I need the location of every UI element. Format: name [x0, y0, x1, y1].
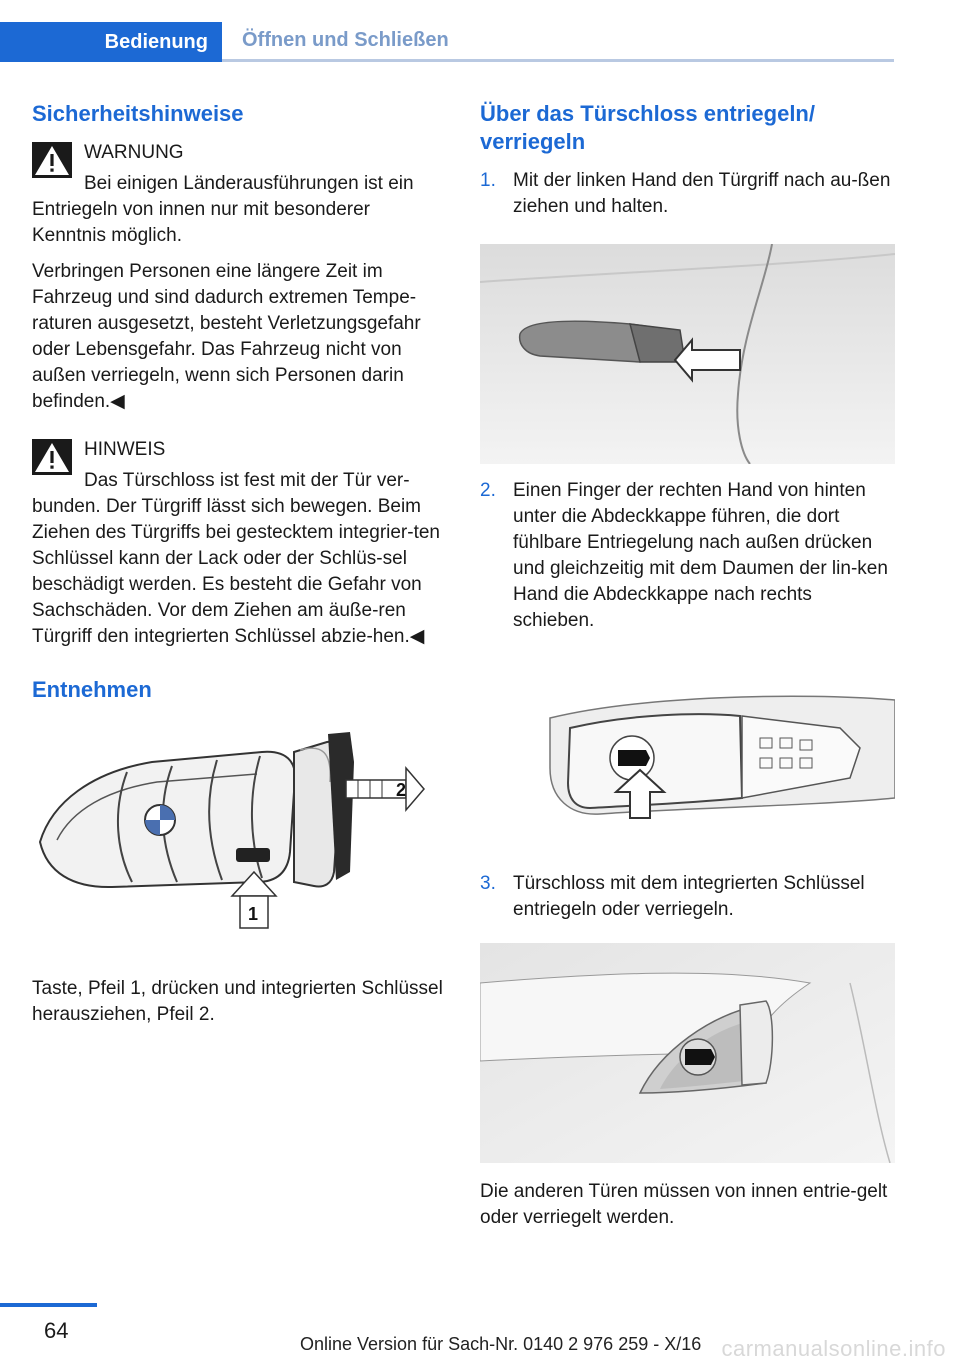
cover-cap-figure [480, 688, 895, 833]
heading-entnehmen: Entnehmen [32, 677, 152, 702]
key-caption: Taste, Pfeil 1, drücken und integrierten Schlüssel herausziehen, Pfeil 2. [32, 978, 443, 1025]
warning-text-rest: Entriegeln von innen nur mit besonderer Kenntnis möglich. [32, 199, 370, 246]
tab-bedienung[interactable]: Bedienung [0, 22, 222, 62]
footer-accent-line [0, 1303, 97, 1307]
left-column [32, 100, 444, 1028]
step-2-text: Einen Finger der rechten Hand von hinten unter die Abdeckkappe führen, die dort fühlbare Entriegelung nach außen drücken und gleichzeitig mit dem Daumen der lin‐ken Hand die Abdeckkappe nach rechts schieben. [513, 480, 888, 631]
heading-tuerschloss: Über das Türschloss entriegeln/ verriegeln [480, 101, 815, 154]
tab-oeffnen-und-schliessen[interactable]: Öffnen und Schließen [222, 22, 894, 62]
notice-text-rest: bunden. Der Türgriff lässt sich bewegen. Beim Ziehen des Türgriffs bei gestecktem integrier‐ten Schlüssel kann der Lack oder der Schlüs‐sel beschädigt werden. Es besteht die Gefahr von Sachschäden. Vor dem Ziehen am äuße‐ren Türgriff den integrierten Schlüssel abzie‐hen.◀ [32, 496, 440, 647]
online-version-text: Online Version für Sach-Nr. 0140 2 976 259 - X/16 [300, 1334, 702, 1354]
warning-text-2: Verbringen Personen eine längere Zeit im Fahrzeug und sind dadurch extremen Tempe‐raturen ausgesetzt, besteht Verletzungsgefahr oder Lebensgefahr. Das Fahrzeug nicht von außen verriegeln, wenn sich Personen darin befinden.◀ [32, 261, 421, 412]
page-header [0, 0, 960, 62]
watermark: carmanualsonline.info [721, 1336, 946, 1361]
step-2-number: 2. [480, 480, 496, 501]
page-number: 64 [44, 1318, 69, 1343]
fig-key-label-2: 2 [396, 780, 407, 800]
warning-block [32, 140, 444, 249]
notice-label: HINWEIS [84, 439, 166, 460]
step-3 [480, 871, 895, 923]
warning-label: WARNUNG [84, 142, 184, 163]
step-1 [480, 168, 895, 220]
heading-sicherheitshinweise: Sicherheitshinweise [32, 101, 244, 126]
lock-cylinder-figure [480, 943, 895, 1163]
closing-text: Die anderen Türen müssen von innen entrie‐gelt oder verriegelt werden. [480, 1181, 888, 1228]
notice-text-first: Das Türschloss ist fest mit der Tür ver‐ [84, 470, 410, 491]
key-fob-figure [32, 722, 444, 932]
fig-key-label-1: 1 [248, 904, 259, 924]
step-3-number: 3. [480, 873, 496, 894]
step-2 [480, 478, 895, 634]
right-column [480, 100, 895, 1231]
notice-triangle-icon [32, 439, 72, 475]
door-handle-figure [480, 244, 895, 464]
step-1-text: Mit der linken Hand den Türgriff nach au‐ßen ziehen und halten. [513, 170, 891, 217]
step-1-number: 1. [480, 170, 496, 191]
warning-triangle-icon [32, 142, 72, 178]
notice-block [32, 437, 444, 650]
warning-text-first: Bei einigen Länderausführungen ist ein [84, 173, 414, 194]
step-3-text: Türschloss mit dem integrierten Schlüssel entriegeln oder verriegeln. [513, 873, 865, 920]
